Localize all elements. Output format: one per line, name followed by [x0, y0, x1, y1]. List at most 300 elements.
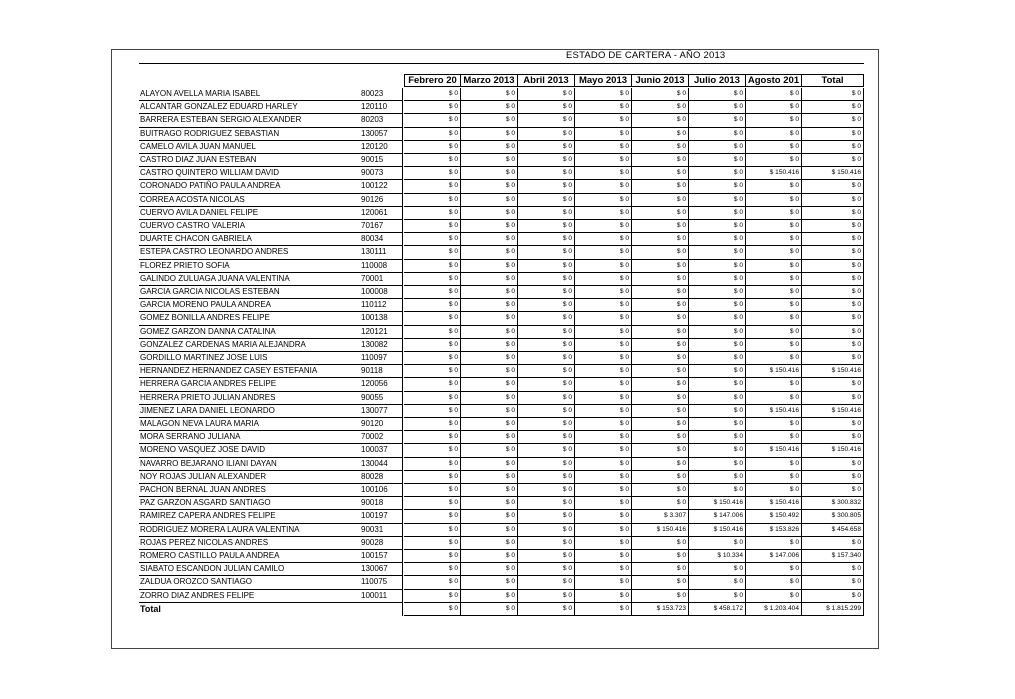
balance-cell: $ 0	[575, 484, 632, 497]
balance-cell: $ 0	[632, 180, 689, 193]
balance-cell: $ 0	[575, 471, 632, 484]
student-name: CORONADO PATIÑO PAULA ANDREA	[139, 180, 361, 193]
balance-cell: $ 0	[802, 299, 864, 312]
table-row	[139, 563, 864, 576]
balance-cell: $ 0	[632, 339, 689, 352]
balance-cell: $ 0	[404, 471, 461, 484]
balance-cell: $ 0	[461, 352, 518, 365]
balance-cell: $ 0	[802, 273, 864, 286]
balance-cell: $ 0	[404, 286, 461, 299]
table-row	[139, 458, 864, 471]
balance-cell: $ 0	[746, 537, 802, 550]
table-row	[139, 365, 864, 378]
balance-cell: $ 0	[404, 101, 461, 114]
balance-cell: $ 0	[461, 273, 518, 286]
balance-cell: $ 0	[632, 537, 689, 550]
balance-cell: $ 0	[518, 590, 575, 603]
balance-cell: $ 0	[802, 233, 864, 246]
balance-cell: $ 0	[404, 405, 461, 418]
student-code: 70167	[361, 220, 403, 233]
balance-cell: $ 0	[461, 550, 518, 563]
balance-cell: $ 0	[802, 88, 864, 101]
balance-cell: $ 0	[575, 233, 632, 246]
student-name: FLOREZ PRIETO SOFIA	[139, 260, 361, 273]
balance-cell: $ 0	[575, 550, 632, 563]
student-name: PAZ GARZON ASGARD SANTIAGO	[139, 497, 361, 510]
balance-cell: $ 0	[689, 286, 746, 299]
balance-cell: $ 0	[689, 458, 746, 471]
balance-cell: $ 0	[404, 312, 461, 325]
balance-cell: $ 0	[575, 392, 632, 405]
balance-cell: $ 3.307	[632, 510, 689, 523]
balance-cell: $ 0	[404, 299, 461, 312]
balance-cell: $ 0	[461, 167, 518, 180]
balance-cell: $ 0	[802, 128, 864, 141]
balance-cell: $ 0	[689, 101, 746, 114]
balance-cell: $ 0	[518, 378, 575, 391]
balance-cell: $ 0	[632, 260, 689, 273]
balance-cell: $ 0	[802, 246, 864, 259]
table-row	[139, 207, 864, 220]
balance-cell: $ 0	[802, 484, 864, 497]
student-name: HERRERA PRIETO JULIAN ANDRES	[139, 392, 361, 405]
student-code: 90018	[361, 497, 403, 510]
balance-cell: $ 0	[461, 154, 518, 167]
balance-cell: $ 0	[518, 576, 575, 589]
balance-cell: $ 0	[802, 114, 864, 127]
table-row	[139, 510, 864, 523]
balance-cell: $ 150.416	[632, 524, 689, 537]
balance-cell: $ 0	[746, 312, 802, 325]
student-name: RODRIGUEZ MORERA LAURA VALENTINA	[139, 524, 361, 537]
balance-cell: $ 0	[575, 418, 632, 431]
balance-cell: $ 0	[746, 471, 802, 484]
balance-cell: $ 0	[746, 418, 802, 431]
balance-cell: $ 0	[404, 537, 461, 550]
balance-cell: $ 0	[518, 510, 575, 523]
balance-cell: $ 0	[518, 114, 575, 127]
table-row	[139, 246, 864, 259]
student-code: 100106	[361, 484, 403, 497]
balance-cell: $ 0	[575, 246, 632, 259]
balance-cell: $ 1.203.404	[746, 603, 802, 616]
balance-cell: $ 0	[404, 590, 461, 603]
student-name: GOMEZ BONILLA ANDRES FELIPE	[139, 312, 361, 325]
balance-cell: $ 0	[575, 194, 632, 207]
balance-cell: $ 0	[461, 510, 518, 523]
balance-cell: $ 0	[802, 563, 864, 576]
balance-cell: $ 0	[404, 550, 461, 563]
balance-cell: $ 0	[404, 484, 461, 497]
student-name: ZORRO DIAZ ANDRES FELIPE	[139, 590, 361, 603]
student-code: 70001	[361, 273, 403, 286]
balance-cell: $ 0	[689, 273, 746, 286]
balance-cell: $ 0	[632, 101, 689, 114]
table-row	[139, 299, 864, 312]
balance-cell: $ 0	[404, 207, 461, 220]
balance-cell: $ 0	[689, 405, 746, 418]
balance-cell: $ 0	[632, 207, 689, 220]
student-code: 100138	[361, 312, 403, 325]
balance-cell: $ 0	[518, 260, 575, 273]
balance-cell: $ 0	[632, 194, 689, 207]
balance-cell: $ 0	[575, 299, 632, 312]
student-name: DUARTE CHACON GABRIELA	[139, 233, 361, 246]
balance-cell: $ 0	[689, 154, 746, 167]
table-row	[139, 194, 864, 207]
balance-cell: $ 0	[404, 365, 461, 378]
balance-cell: $ 0	[404, 273, 461, 286]
balance-cell: $ 0	[746, 88, 802, 101]
balance-cell: $ 0	[746, 392, 802, 405]
balance-cell: $ 0	[404, 563, 461, 576]
balance-cell: $ 0	[746, 431, 802, 444]
balance-cell: $ 0	[575, 220, 632, 233]
balance-cell: $ 0	[518, 431, 575, 444]
balance-cell: $ 0	[802, 326, 864, 339]
balance-cell: $ 0	[575, 339, 632, 352]
balance-cell: $ 157.340	[802, 550, 864, 563]
student-name: BARRERA ESTEBAN SERGIO ALEXANDER	[139, 114, 361, 127]
total-label: Total	[140, 603, 161, 614]
student-name: GARCIA GARCIA NICOLAS ESTEBAN	[139, 286, 361, 299]
table-row	[139, 550, 864, 563]
balance-cell: $ 0	[746, 141, 802, 154]
balance-cell: $ 0	[404, 141, 461, 154]
balance-cell: $ 0	[689, 392, 746, 405]
balance-cell: $ 0	[461, 141, 518, 154]
balance-cell: $ 0	[746, 246, 802, 259]
balance-cell: $ 0	[746, 352, 802, 365]
balance-cell: $ 0	[518, 207, 575, 220]
student-code: 80028	[361, 471, 403, 484]
balance-cell: $ 0	[689, 246, 746, 259]
student-code: 100122	[361, 180, 403, 193]
balance-cell: $ 0	[575, 431, 632, 444]
balance-cell: $ 0	[404, 260, 461, 273]
balance-cell: $ 0	[632, 128, 689, 141]
balance-cell: $ 0	[632, 378, 689, 391]
balance-cell: $ 0	[461, 180, 518, 193]
balance-cell: $ 0	[518, 484, 575, 497]
table-row	[139, 141, 864, 154]
balance-cell: $ 0	[689, 141, 746, 154]
balance-cell: $ 0	[802, 352, 864, 365]
balance-cell: $ 0	[746, 233, 802, 246]
student-name: CAMELO AVILA JUAN MANUEL	[139, 141, 361, 154]
student-name: HERNANDEZ HERNANDEZ CASEY ESTEFANIA	[139, 365, 361, 378]
student-name: ESTEPA CASTRO LEONARDO ANDRES	[139, 246, 361, 259]
balance-cell: $ 0	[689, 167, 746, 180]
balance-cell: $ 0	[689, 576, 746, 589]
balance-cell: $ 0	[632, 220, 689, 233]
balance-cell: $ 300.832	[802, 497, 864, 510]
balance-cell: $ 0	[575, 88, 632, 101]
balance-cell: $ 0	[746, 207, 802, 220]
student-code: 120121	[361, 326, 403, 339]
student-code: 100037	[361, 444, 403, 457]
balance-cell: $ 0	[404, 167, 461, 180]
balance-cell: $ 0	[461, 431, 518, 444]
balance-cell: $ 0	[632, 352, 689, 365]
balance-cell: $ 0	[632, 444, 689, 457]
balance-cell: $ 0	[461, 233, 518, 246]
balance-cell: $ 0	[689, 418, 746, 431]
student-name: CASTRO DIAZ JUAN ESTEBAN	[139, 154, 361, 167]
balance-cell: $ 0	[518, 194, 575, 207]
balance-cell: $ 0	[461, 458, 518, 471]
balance-cell: $ 0	[802, 207, 864, 220]
balance-cell: $ 0	[518, 352, 575, 365]
balance-cell: $ 0	[575, 405, 632, 418]
student-code: 90031	[361, 524, 403, 537]
table-row	[139, 431, 864, 444]
student-name: ALAYON AVELLA MARIA ISABEL	[139, 88, 361, 101]
balance-cell: $ 0	[689, 484, 746, 497]
student-name: GOMEZ GARZON DANNA CATALINA	[139, 326, 361, 339]
balance-cell: $ 0	[575, 497, 632, 510]
balance-cell: $ 0	[689, 128, 746, 141]
balance-cell: $ 0	[802, 458, 864, 471]
student-code: 130057	[361, 128, 403, 141]
student-code: 110097	[361, 352, 403, 365]
table-row	[139, 444, 864, 457]
balance-cell: $ 0	[461, 405, 518, 418]
balance-cell: $ 0	[689, 365, 746, 378]
balance-cell: $ 0	[461, 286, 518, 299]
column-header: Total	[802, 74, 864, 87]
balance-cell: $ 0	[632, 141, 689, 154]
column-header: Febrero 20	[404, 74, 461, 87]
student-code: 130077	[361, 405, 403, 418]
table-row	[139, 418, 864, 431]
balance-cell: $ 0	[689, 299, 746, 312]
balance-cell: $ 0	[575, 510, 632, 523]
balance-cell: $ 0	[518, 233, 575, 246]
student-name: CUERVO CASTRO VALERIA	[139, 220, 361, 233]
balance-cell: $ 0	[575, 590, 632, 603]
balance-cell: $ 150.416	[746, 405, 802, 418]
balance-cell: $ 0	[575, 207, 632, 220]
balance-cell: $ 0	[518, 418, 575, 431]
balance-cell: $ 0	[518, 603, 575, 616]
balance-cell: $ 0	[461, 497, 518, 510]
balance-cell: $ 0	[746, 576, 802, 589]
student-name: NOY ROJAS JULIAN ALEXANDER	[139, 471, 361, 484]
balance-cell: $ 0	[689, 312, 746, 325]
balance-cell: $ 0	[746, 326, 802, 339]
table-row	[139, 326, 864, 339]
balance-cell: $ 0	[689, 339, 746, 352]
column-header: Agosto 201	[746, 74, 802, 87]
column-header: Abril 2013	[518, 74, 575, 87]
balance-cell: $ 0	[689, 114, 746, 127]
balance-cell: $ 0	[404, 524, 461, 537]
balance-cell: $ 0	[518, 550, 575, 563]
balance-cell: $ 147.006	[746, 550, 802, 563]
student-code: 130044	[361, 458, 403, 471]
balance-cell: $ 0	[632, 167, 689, 180]
student-code: 120110	[361, 101, 403, 114]
column-header: Junio 2013	[632, 74, 689, 87]
balance-cell: $ 147.006	[689, 510, 746, 523]
balance-cell: $ 0	[518, 128, 575, 141]
table-header	[139, 74, 864, 87]
report-title: ESTADO DE CARTERA - AÑO 2013	[566, 50, 726, 61]
balance-cell: $ 0	[689, 352, 746, 365]
balance-cell: $ 0	[518, 563, 575, 576]
table-row	[139, 312, 864, 325]
balance-cell: $ 0	[518, 497, 575, 510]
balance-cell: $ 0	[461, 339, 518, 352]
balance-cell: $ 0	[518, 141, 575, 154]
student-name: MALAGON NEVA LAURA MARIA	[139, 418, 361, 431]
balance-cell: $ 0	[632, 312, 689, 325]
balance-cell: $ 0	[689, 378, 746, 391]
balance-cell: $ 10.334	[689, 550, 746, 563]
student-code: 90120	[361, 418, 403, 431]
student-name: SIABATO ESCANDON JULIAN CAMILO	[139, 563, 361, 576]
balance-cell: $ 0	[802, 431, 864, 444]
balance-cell: $ 0	[632, 326, 689, 339]
balance-cell: $ 0	[575, 180, 632, 193]
table-row	[139, 378, 864, 391]
balance-cell: $ 0	[404, 220, 461, 233]
table-row	[139, 352, 864, 365]
balance-cell: $ 0	[461, 392, 518, 405]
balance-cell: $ 0	[632, 550, 689, 563]
balance-cell: $ 150.416	[689, 497, 746, 510]
student-code: 130111	[361, 246, 403, 259]
balance-cell: $ 0	[404, 88, 461, 101]
student-name: CASTRO QUINTERO WILLIAM DAVID	[139, 167, 361, 180]
balance-cell: $ 0	[575, 101, 632, 114]
balance-cell: $ 0	[689, 444, 746, 457]
balance-cell: $ 0	[689, 220, 746, 233]
student-name: ALCANTAR GONZALEZ EDUARD HARLEY	[139, 101, 361, 114]
student-code: 100157	[361, 550, 403, 563]
balance-cell: $ 0	[802, 537, 864, 550]
balance-cell: $ 0	[518, 365, 575, 378]
balance-cell: $ 0	[746, 220, 802, 233]
balance-cell: $ 0	[404, 418, 461, 431]
balance-cell: $ 0	[518, 339, 575, 352]
balance-cell: $ 0	[746, 273, 802, 286]
table-row	[139, 590, 864, 603]
column-header: Julio 2013	[689, 74, 746, 87]
student-name: GARCIA MORENO PAULA ANDREA	[139, 299, 361, 312]
balance-cell: $ 0	[802, 286, 864, 299]
balance-cell: $ 0	[404, 194, 461, 207]
student-name: HERRERA GARCIA ANDRES FELIPE	[139, 378, 361, 391]
table-row	[139, 260, 864, 273]
balance-cell: $ 0	[518, 286, 575, 299]
table-row	[139, 128, 864, 141]
balance-cell: $ 0	[404, 154, 461, 167]
balance-cell: $ 0	[404, 339, 461, 352]
table-row	[139, 180, 864, 193]
balance-cell: $ 0	[575, 576, 632, 589]
total-row	[139, 603, 864, 616]
balance-cell: $ 0	[746, 590, 802, 603]
balance-cell: $ 0	[518, 220, 575, 233]
balance-cell: $ 0	[461, 576, 518, 589]
table-row	[139, 88, 864, 101]
balance-cell: $ 0	[518, 471, 575, 484]
student-code: 90055	[361, 392, 403, 405]
balance-cell: $ 0	[802, 141, 864, 154]
balance-cell: $ 0	[632, 431, 689, 444]
balance-cell: $ 0	[632, 563, 689, 576]
balance-cell: $ 0	[632, 392, 689, 405]
student-name: ROMERO CASTILLO PAULA ANDREA	[139, 550, 361, 563]
balance-cell: $ 0	[689, 590, 746, 603]
balance-cell: $ 0	[632, 590, 689, 603]
balance-cell: $ 0	[802, 471, 864, 484]
table-row	[139, 233, 864, 246]
balance-cell: $ 0	[689, 431, 746, 444]
balance-cell: $ 153.826	[746, 524, 802, 537]
student-name: RAMIREZ CAPERA ANDRES FELIPE	[139, 510, 361, 523]
balance-cell: $ 0	[746, 484, 802, 497]
student-name: GORDILLO MARTINEZ JOSE LUIS	[139, 352, 361, 365]
balance-cell: $ 0	[461, 101, 518, 114]
balance-cell: $ 0	[802, 260, 864, 273]
balance-cell: $ 0	[518, 405, 575, 418]
balance-cell: $ 0	[404, 352, 461, 365]
balance-cell: $ 0	[575, 444, 632, 457]
student-code: 90118	[361, 365, 403, 378]
balance-cell: $ 0	[802, 576, 864, 589]
table-row	[139, 114, 864, 127]
balance-cell: $ 0	[689, 537, 746, 550]
balance-cell: $ 0	[404, 128, 461, 141]
balance-cell: $ 0	[632, 286, 689, 299]
balance-cell: $ 0	[575, 458, 632, 471]
student-code: 130067	[361, 563, 403, 576]
balance-cell: $ 0	[746, 260, 802, 273]
balance-cell: $ 0	[518, 326, 575, 339]
balance-cell: $ 0	[802, 392, 864, 405]
balance-cell: $ 0	[461, 365, 518, 378]
student-code: 100008	[361, 286, 403, 299]
balance-cell: $ 150.416	[746, 365, 802, 378]
student-code: 120061	[361, 207, 403, 220]
balance-cell: $ 153.723	[632, 603, 689, 616]
table-row	[139, 220, 864, 233]
table-row	[139, 405, 864, 418]
balance-cell: $ 0	[404, 233, 461, 246]
balance-cell: $ 150.416	[746, 167, 802, 180]
student-code: 120120	[361, 141, 403, 154]
student-name: ROJAS PEREZ NICOLAS ANDRES	[139, 537, 361, 550]
balance-cell: $ 150.416	[746, 444, 802, 457]
balance-cell: $ 0	[689, 194, 746, 207]
balance-cell: $ 0	[746, 128, 802, 141]
student-code: 90126	[361, 194, 403, 207]
balance-cell: $ 0	[575, 537, 632, 550]
balance-cell: $ 0	[632, 88, 689, 101]
balance-cell: $ 0	[575, 260, 632, 273]
balance-cell: $ 0	[575, 378, 632, 391]
balance-cell: $ 0	[461, 524, 518, 537]
student-name: GALINDO ZULUAGA JUANA VALENTINA	[139, 273, 361, 286]
table-row	[139, 167, 864, 180]
balance-cell: $ 0	[461, 260, 518, 273]
balance-cell: $ 0	[802, 312, 864, 325]
balance-cell: $ 0	[632, 471, 689, 484]
balance-cell: $ 150.416	[746, 497, 802, 510]
